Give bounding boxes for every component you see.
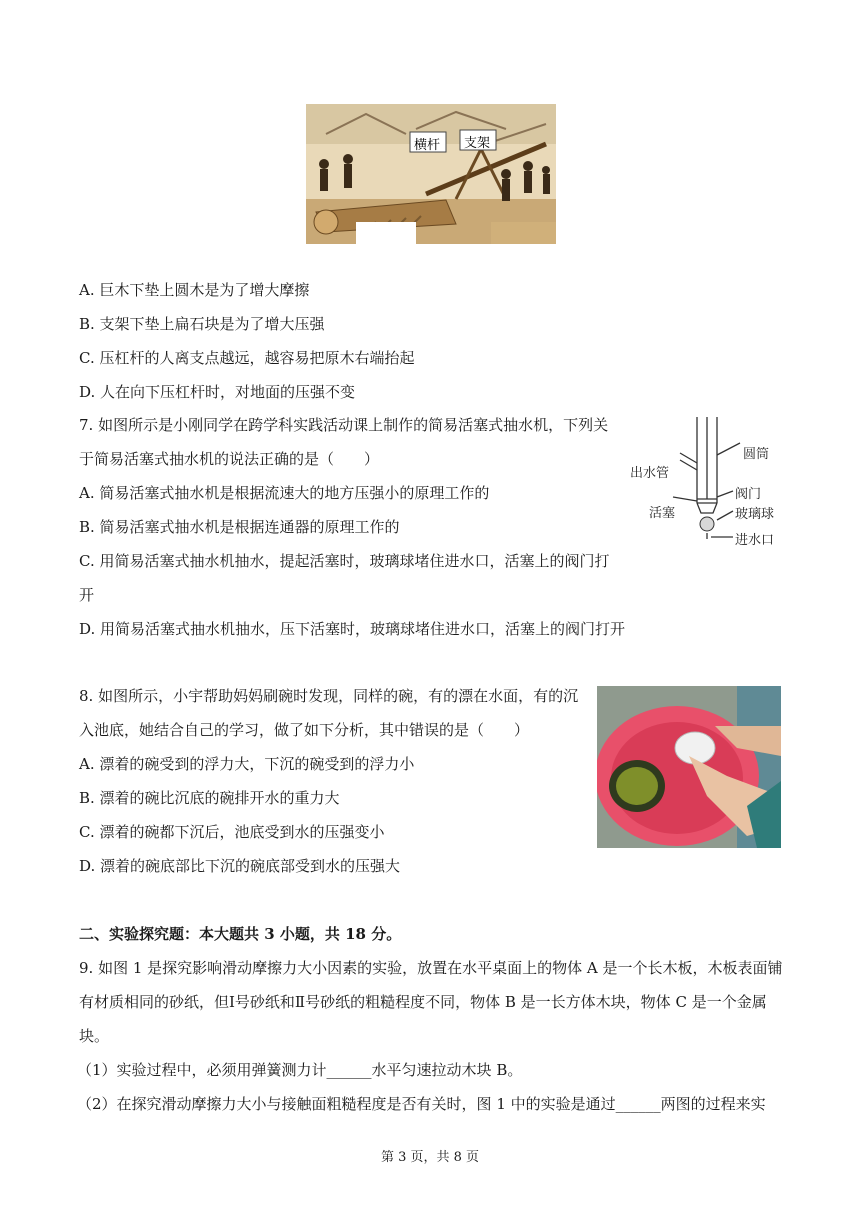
crossbar-label: 横杆	[414, 138, 441, 153]
q6-option-b: B. 支架下垫上扁石块是为了增大压强	[79, 315, 325, 333]
piston-label: 活塞	[649, 506, 676, 521]
piston-pump-diagram	[625, 415, 785, 550]
q8-stem-line2: 入池底，她结合自己的学习，做了如下分析，其中错误的是（ ）	[79, 721, 530, 739]
q6-option-d: D. 人在向下压杠杆时，对地面的压强不变	[79, 383, 356, 401]
q7-option-c-line1: C. 用简易活塞式抽水机抽水，提起活塞时，玻璃球堵住进水口，活塞上的阀门打	[79, 552, 610, 570]
section-2-heading: 二、实验探究题：本大题共 3 小题，共 18 分。	[79, 925, 402, 943]
q8-option-c: C. 漂着的碗都下沉后，池底受到水的压强变小	[79, 823, 385, 841]
q7-option-b: B. 简易活塞式抽水机是根据连通器的原理工作的	[79, 518, 400, 536]
cylinder-label: 圆筒	[743, 447, 770, 462]
page-footer: 第 3 页，共 8 页	[380, 1150, 480, 1165]
q7-option-d: D. 用简易活塞式抽水机抽水，压下活塞时，玻璃球堵住进水口，活塞上的阀门打开	[79, 620, 626, 638]
q9-stem-line1: 9. 如图 1 是探究影响滑动摩擦力大小因素的实验，放置在水平桌面上的物体 A 是一个长木板，木板表面铺	[79, 959, 783, 977]
glass-ball-label: 玻璃球	[735, 507, 775, 522]
q6-option-c: C. 压杠杆的人离支点越远，越容易把原木右端抬起	[79, 349, 415, 367]
q7-stem-line1: 7. 如图所示是小刚同学在跨学科实践活动课上制作的简易活塞式抽水机，下列关	[79, 416, 609, 434]
inlet-label: 进水口	[735, 533, 775, 548]
q9-part-1: （1）实验过程中，必须用弹簧测力计______水平匀速拉动木块 B。	[77, 1061, 523, 1079]
q9-stem-line3: 块。	[79, 1027, 110, 1045]
outlet-pipe-label: 出水管	[630, 466, 670, 481]
q8-option-b: B. 漂着的碗比沉底的碗排开水的重力大	[79, 789, 340, 807]
valve-label: 阀门	[735, 487, 762, 502]
lever-scene-figure	[306, 104, 556, 244]
q6-option-a: A. 巨木下垫上圆木是为了增大摩擦	[79, 281, 310, 299]
q7-option-a: A. 简易活塞式抽水机是根据流速大的地方压强小的原理工作的	[79, 484, 490, 502]
q7-option-c-line2: 开	[79, 586, 95, 604]
q8-stem-line1: 8. 如图所示，小宇帮助妈妈刷碗时发现，同样的碗，有的漂在水面，有的沉	[79, 687, 579, 705]
q9-stem-line2: 有材质相同的砂纸，但Ⅰ号砂纸和Ⅱ号砂纸的粗糙程度不同，物体 B 是一长方体木块，物体 C 是一个金属	[79, 993, 767, 1011]
q7-stem-line2: 于简易活塞式抽水机的说法正确的是（ ）	[79, 450, 380, 468]
q9-part-2: （2）在探究滑动摩擦力大小与接触面粗糙程度是否有关时，图 1 中的实验是通过______两图的过程来实	[77, 1095, 766, 1113]
q8-option-d: D. 漂着的碗底部比下沉的碗底部受到水的压强大	[79, 857, 401, 875]
bowl-washing-photo	[597, 686, 781, 848]
q8-option-a: A. 漂着的碗受到的浮力大，下沉的碗受到的浮力小	[79, 755, 415, 773]
support-label: 支架	[464, 136, 491, 151]
